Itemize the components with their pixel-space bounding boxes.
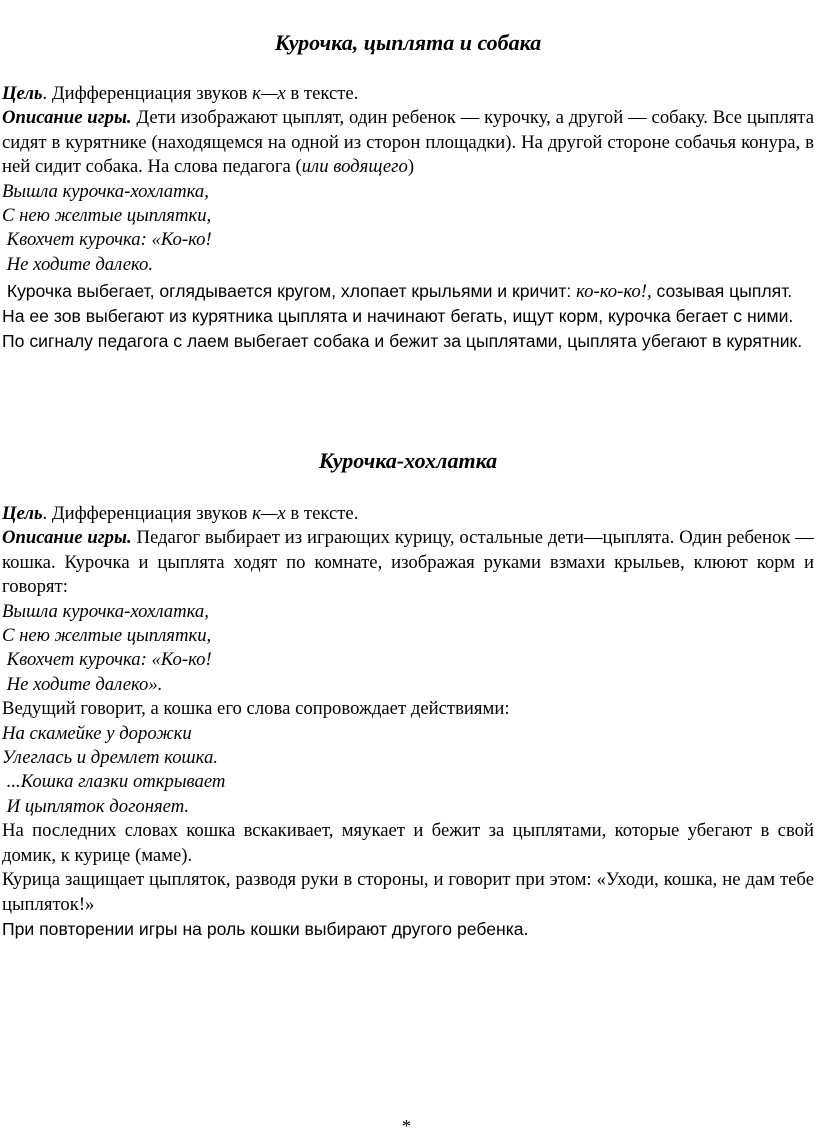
goal-text: . Дифференциация звуков <box>42 83 253 104</box>
ending-dot: . <box>523 918 529 940</box>
description-text-end: ) <box>407 156 415 178</box>
goal-label: Цель <box>2 503 43 524</box>
description-text: Дети изображают цыплят, один ребенок — курочку, а другой — собаку. Все цыплята сидят в курятнике (находящемся на одной из сторон площадки). На другой стороне собачья конура, в ней сидит собака. На слова педагога ( <box>2 107 814 178</box>
section2-body <box>2 502 814 942</box>
verse-line: Вышла курочка-хохлатка, <box>2 180 209 202</box>
verse-line: Не ходите далеко. <box>2 253 154 275</box>
description-italic: или водящего <box>301 156 408 178</box>
description-label: Описание игры. <box>2 107 132 129</box>
ending-text: При повторении игры на роль кошки выбирают другого ребенка <box>2 918 524 939</box>
goal-label: Цель <box>2 83 43 104</box>
verse-line: Квохчет курочка: «Ко-ко! <box>2 229 212 251</box>
goal-text-end: в тексте. <box>285 503 359 524</box>
verse-line: И цыпляток догоняет. <box>2 795 190 817</box>
footer-mark: * <box>402 1116 411 1136</box>
goal-sounds: к—х <box>252 503 286 524</box>
verse-line: С нею желтые цыплятки, <box>2 625 212 647</box>
section1-description <box>2 106 814 179</box>
verse-line: На скамейке у дорожки <box>2 722 192 744</box>
ending-paragraph <box>2 917 814 942</box>
section1-body <box>2 82 814 353</box>
verse-line: Улеглась и дремлет кошка. <box>2 747 218 769</box>
goal-text: . Дифференциация звуков <box>42 503 253 524</box>
action-text: Курочка выбегает, оглядывается кругом, хлопает крыльями и кричит: <box>2 281 577 302</box>
verse-line: Квохчет курочка: «Ко-ко! <box>2 649 212 671</box>
verse-line: Не ходите далеко». <box>2 673 163 695</box>
verse-line: С нею желтые цыплятки, <box>2 205 212 227</box>
verse-line: ...Кошка глазки открывает <box>2 771 226 793</box>
section1-action <box>2 279 814 353</box>
section1-title: Курочка, цыплята и собака <box>274 30 542 55</box>
leader-line: Ведущий говорит, а кошка его слова сопровождает действиями: <box>2 698 510 720</box>
action-text-end: созывая цыплят. На ее зов выбегают из курятника цыплята и начинают бегать, ищут корм, курочка бегает с ними. По сигналу педагога с лаем выбегает собака и бежит за цыплятами, цыплята убегают в курятник. <box>2 281 803 351</box>
section1-goal <box>2 82 814 106</box>
goal-text-end: в тексте. <box>285 83 359 104</box>
goal-sounds: к—х <box>252 83 286 104</box>
section2-description <box>2 526 814 599</box>
verse-line: Вышла курочка-хохлатка, <box>2 600 209 622</box>
description-label: Описание игры. <box>2 527 132 549</box>
section2-title: Курочка-хохлатка <box>318 448 498 473</box>
ending-paragraph: На последних словах кошка вскакивает, мяукает и бежит за цыплятами, которые убегают в свой домик, к курице (маме). <box>2 820 814 866</box>
description-text: Педагог выбирает из играющих курицу, остальные дети—цыплята. Один ребенок — кошка. Курочка и цыплята ходят по комнате, изображая руками взмахи крыльев, клюют корм и говорят: <box>2 527 814 598</box>
action-italic: ко-ко-ко!, <box>576 281 652 303</box>
ending-paragraph: Курица защищает цыпляток, разводя руки в стороны, и говорит при этом: «Уходи, кошка, не дам тебе цыпляток!» <box>2 869 814 915</box>
section2-goal <box>2 502 814 526</box>
